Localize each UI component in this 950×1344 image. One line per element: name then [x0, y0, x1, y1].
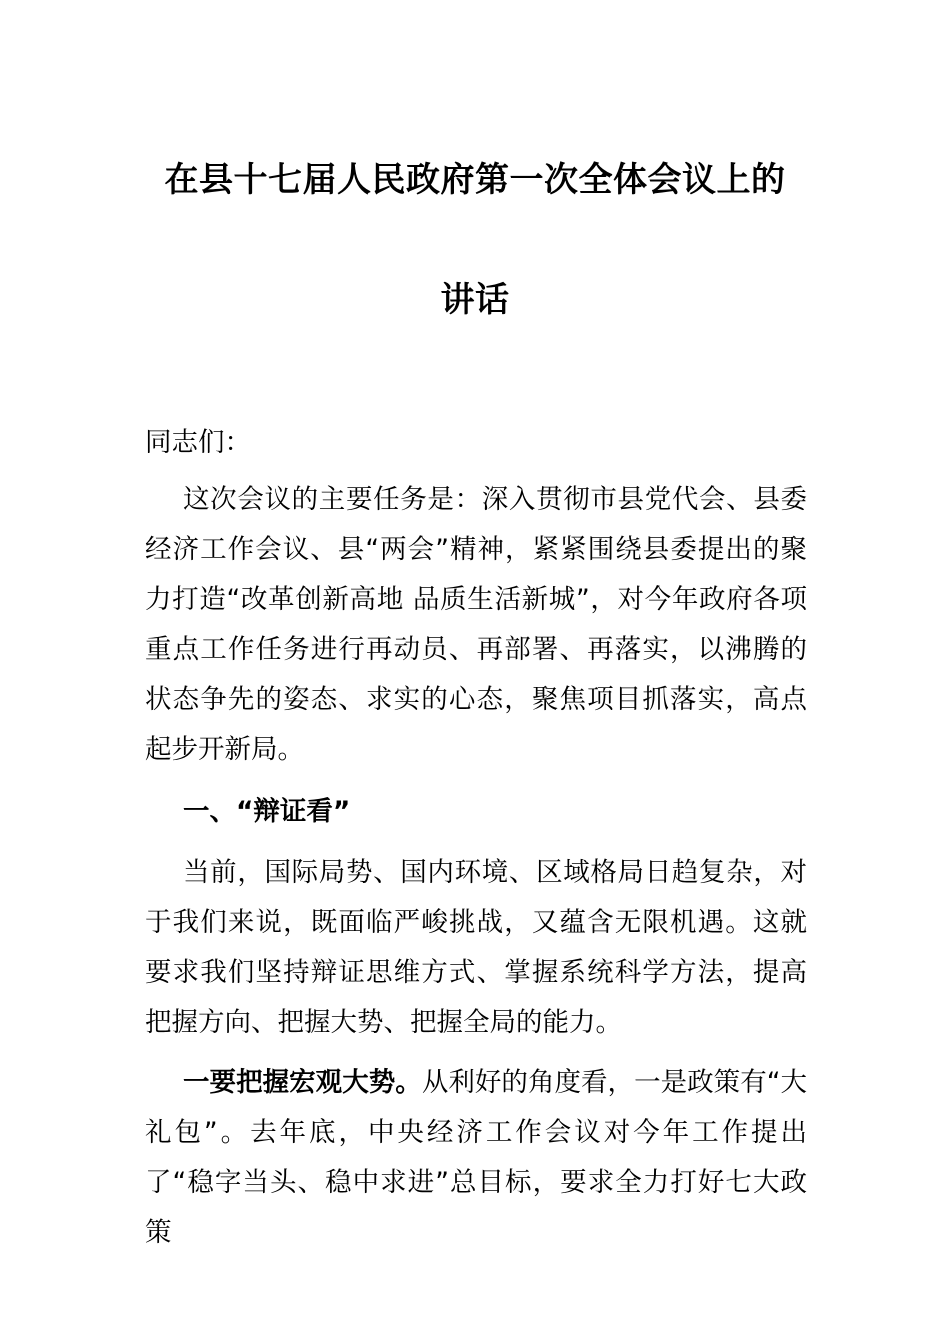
document-title-line-2: 讲话 — [440, 280, 510, 320]
paragraph-body-text: 从利好的角度看，一是政策有“大礼包”。去年底，中央经济工作会议对今年工作提出了“稳字当头、稳中求进”总目标，要求全力打好七大政策 — [145, 1067, 808, 1248]
document-title-line-1: 在县十七届人民政府第一次全体会议上的 — [164, 160, 786, 200]
paragraph-dialectic: 当前，国际局势、国内环境、区域格局日趋复杂，对于我们来说，既面临严峻挑战，又蕴含无限机遇。这就要求我们坚持辩证思维方式、掌握系统科学方法，提高把握方向、把握大势、把握全局的能力。 — [145, 857, 807, 1038]
paragraph-macro-trend — [145, 1058, 807, 1258]
paragraph-lead-phrase: 一要把握宏观大势。 — [183, 1067, 422, 1098]
section-heading-1: 一、“辩证看” — [183, 796, 351, 827]
salutation: 同志们： — [145, 427, 251, 458]
paragraph-intro: 这次会议的主要任务是：深入贯彻市县党代会、县委经济工作会议、县“两会”精神，紧紧围绕县委提出的聚力打造“改革创新高地 品质生活新城”，对今年政府各项重点工作任务进行再动员、再部署、再落实，以沸腾的状态争先的姿态、求实的心态，聚焦项目抓落实，高点起步开新局。 — [145, 484, 807, 765]
